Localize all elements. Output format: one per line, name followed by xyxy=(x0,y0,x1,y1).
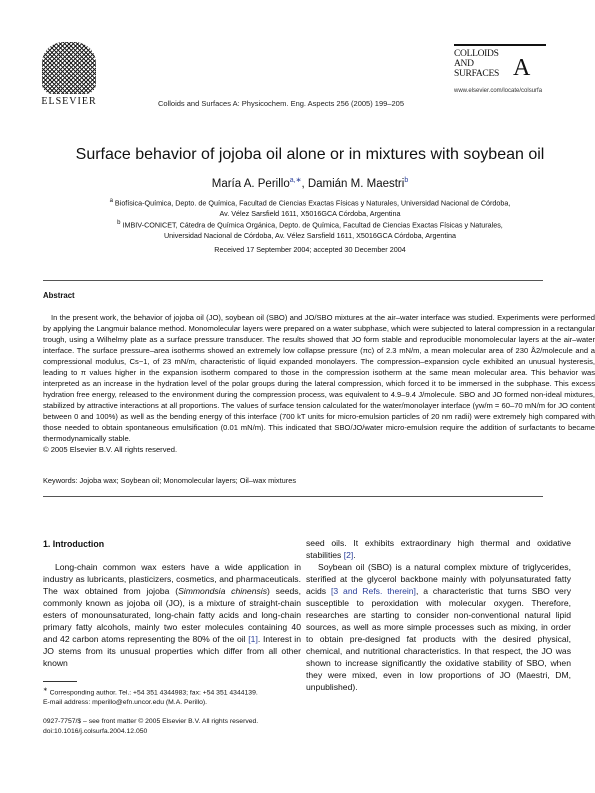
footnote-rule xyxy=(43,681,77,682)
section-heading: 1. Introduction xyxy=(43,539,105,549)
doi-link[interactable]: doi:10.1016/j.colsurfa.2004.12.050 xyxy=(43,728,148,735)
elsevier-tree-icon xyxy=(42,42,96,94)
abstract-heading: Abstract xyxy=(43,291,75,300)
affiliation-a: $^a$ Biofísica-Química, Depto. de Química, Facultad de Ciencias Exactas Físicas y Naturales, Universidad Nacional de Córdoba, Av. Vélez Sarsfield 1611, X5016GCA Córdoba, Argentina xyxy=(109,198,511,219)
author-affil-link[interactable]: a,∗ xyxy=(289,177,302,184)
email-line[interactable]: E-mail address: mperillo@efn.uncor.edu (M.A. Perillo). xyxy=(43,699,208,707)
elsevier-logo xyxy=(40,42,98,106)
issn-line: 0927-7757/$ – see front matter © 2005 Elsevier B.V. All rights reserved. xyxy=(43,718,259,725)
divider xyxy=(43,280,543,281)
column-right xyxy=(306,537,571,693)
paragraph: seed oils. It exhibits extraordinary high thermal and oxidative stabilities [2]. xyxy=(306,538,571,560)
abstract-body: In the present work, the behavior of jojoba oil (JO), soybean oil (SBO) and JO/SBO mixtures at the air–water interface was studied. Experiments were performed by applying the Langmuir balance method. Monomolecular layers were prepared on a water subphase, which were subjected to lateral compression in a rectangular trough, using a Wilhelmy plate as a surface pressure transducer. The results showed that JO form stable and reproducible monomolecular layers at the air–water interface. The surface pressure–area isotherms showed an extremely low collapse pressure (πc) of 2.3 mN/m, a mean molecular area of 230 Å2/molecule and a compressional modulus, Cs−1, of 23 mN/m, characteristic of liquid expanded monolayers. The compression–expansion cycle exhibited an unusual hysteresis, leading to π values higher in the expansion isotherm compared to those in the compression isotherm at the same mean molecular area. This behavior was interpreted as an increase in the hydration level of the polar groups during the lateral compression, which forced it to be immersed in the subphase. This excess hydration free energy, released to the environment during the compression process, was equivalent to 4.9–9.4 J/molecule. SBO and JO formed non-ideal mixtures, stabilized by attractive interactions at all proportions. The values of surface tension calculated for the water/monolayer interface (γw/m = 60–70 mN/m for JO content between 0 and 100%) as well as the bending energy of this interface (700 kT units for micro-emulsion particles of 20 nm radii) were extremely high compared with those needed to obtain spontaneous emulsification (0.01 mN/m). This indicated that SBO/JO/water micro-emulsion require the addition of surfactants to became thermodynamically stable. © 2005 Elsevier B.V. All rights reserved. xyxy=(43,313,595,454)
author-affil-link[interactable]: b xyxy=(404,177,409,184)
journal-logo-rule xyxy=(454,44,546,46)
journal-logo xyxy=(454,44,546,118)
journal-url[interactable]: www.elsevier.com/locate/colsurfa xyxy=(454,88,543,94)
page-footer xyxy=(43,717,258,737)
citation-link[interactable]: [3 and Refs. therein] xyxy=(330,586,416,596)
author-list: María A. Perillo$^{a,∗}$, Damián M. Maestri$^b$ xyxy=(211,177,409,190)
journal-citation: Colloids and Surfaces A: Physicochem. Eng. Aspects 256 (2005) 199–205 xyxy=(158,99,404,108)
divider xyxy=(43,496,543,497)
column-left xyxy=(43,561,301,669)
paper-title: Surface behavior of jojoba oil alone or in mixtures with soybean oil xyxy=(75,146,545,163)
journal-logo-text: COLLOIDS AND SURFACES xyxy=(454,49,499,79)
citation-link[interactable]: [1] xyxy=(248,634,258,644)
paragraph: Long-chain common wax esters have a wide application in industry as lubricants, plasticizers, cosmetics, and pharmaceuticals. The wax obtained from jojoba (Simmondsia chinensis) seeds, commonly known as jojoba oil (JO), is a mixture of straight-chain esters of monounsaturated, long-chain fatty acids and long-chain primary fatty alcohols, mainly two ester molecules containing 40 and 42 carbon atoms representing the 80% of the oil [1]. Interest in JO stems from its unusual properties which differ from all other known xyxy=(43,562,301,668)
received-dates: Received 17 September 2004; accepted 30 December 2004 xyxy=(214,245,406,254)
copyright: © 2005 Elsevier B.V. All rights reserved. xyxy=(43,445,178,454)
author-name: María A. Perillo xyxy=(211,177,290,190)
citation-link[interactable]: [2] xyxy=(343,550,354,560)
affiliation-b: $^b$ IMBIV-CONICET, Cátedra de Química Orgánica, Depto. de Química, Facultad de Ciencias Exactas Físicas y Naturales, Universidad Nacional de Córdoba, Av. Vélez Sarsfield 1611, X5016GCA Córdoba, Argentina xyxy=(117,220,503,241)
keywords: Keywords: Jojoba wax; Soybean oil; Monomolecular layers; Oil–wax mixtures xyxy=(43,476,297,485)
author-name: Damián M. Maestri xyxy=(307,177,405,190)
paragraph: Soybean oil (SBO) is a natural complex mixture of triglycerides, sterified at the glycerol backbone mainly with polyunsaturated fatty acids [3 and Refs. therein], a characteristic that turns SBO very susceptible to peroxidation with molecular oxygen. Therefore, researches are starting to consider non-conventional natural lipid sources, as well as more simple processes such as mixing, in order to obtain pre-designed fat products with the desired physical, chemical, and nutritional characteristics. In that respect, the JO was shown to increase significantly the oxidative stability of SBO, when they were mixed, even in low proportions of JO (Maestri, DM, unpublished). xyxy=(306,562,571,692)
footnote: ∗ Corresponding author. Tel.: +54 351 4344983; fax: +54 351 4344139. E-mail address: mperillo@efn.uncor.edu (M.A. Perillo). xyxy=(43,687,258,707)
publisher-name: ELSEVIER xyxy=(41,96,97,107)
journal-logo-letter: A xyxy=(512,55,531,81)
